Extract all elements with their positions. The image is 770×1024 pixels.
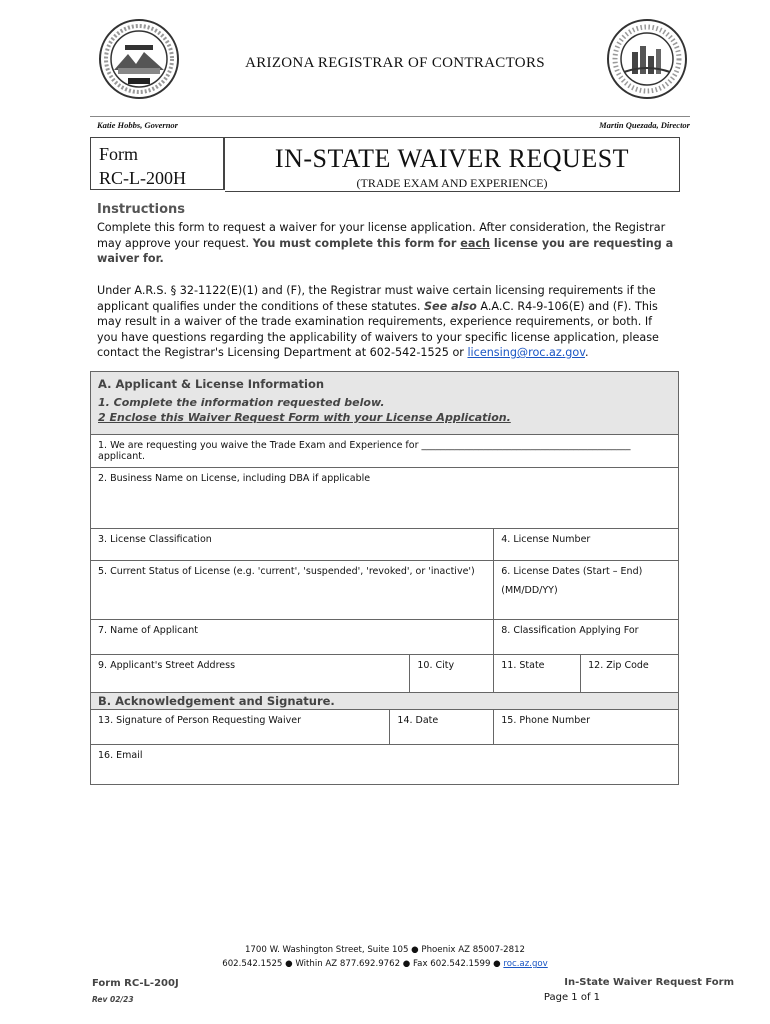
- form-id-number: RC-L-200H: [99, 168, 186, 188]
- footer-form-code: Form RC-L-200J: [92, 978, 179, 989]
- field-6-license-dates[interactable]: [494, 561, 679, 620]
- field-1-blank[interactable]: ____________________________________________: [421, 440, 631, 451]
- field-7-name-of-applicant[interactable]: [91, 620, 494, 655]
- field-16-email[interactable]: [91, 745, 679, 785]
- field-14-date[interactable]: [390, 710, 494, 745]
- p2-see-also: See also: [423, 299, 477, 313]
- section-a-header: [91, 372, 679, 435]
- field-1-label-a: 1. We are requesting you waive the Trade Exam and Experience for: [98, 440, 422, 451]
- footer-phones-text: 602.542.1525 ● Within AZ 877.692.9762 ● Fax 602.542.1599 ●: [222, 959, 504, 969]
- director-name: Martin Quezada, Director: [599, 120, 690, 130]
- field-2-business-name[interactable]: [91, 468, 679, 529]
- p2-text-b: A.A.C. R4-9-106(E) and (F). This may result in a waiver of the trade examination requirements, experience requirements, or both. If you have questions regarding the applicability of waivers to your specific license application, please contact the Registrar's Licensing Department at 602-542-1525 or: [97, 299, 659, 359]
- field-14-label: 14. Date: [397, 715, 439, 726]
- field-4-license-number[interactable]: [494, 529, 679, 561]
- footer-phones: [160, 957, 610, 971]
- field-12-zip-code[interactable]: [581, 655, 679, 693]
- form-subtitle: (TRADE EXAM AND EXPERIENCE): [356, 176, 548, 190]
- footer-address: 1700 W. Washington Street, Suite 105 ● Phoenix AZ 85007-2812: [244, 945, 526, 955]
- p1-bold-each: each: [460, 236, 491, 250]
- footer-page-number: Page 1 of 1: [543, 992, 600, 1003]
- org-title: ARIZONA REGISTRAR OF CONTRACTORS: [245, 55, 545, 71]
- governor-name: Katie Hobbs, Governor: [97, 120, 178, 130]
- field-13-signature[interactable]: [91, 710, 390, 745]
- field-8-classification-applying-for[interactable]: [494, 620, 679, 655]
- p2-text-a: Under A.R.S. § 32-1122(E)(1) and (F), the Registrar must waive certain licensing requirements if the applicant qualifies under the conditions of these statutes.: [97, 284, 656, 313]
- section-b-header: [91, 693, 679, 710]
- field-10-city[interactable]: [410, 655, 494, 693]
- field-9-street-address[interactable]: [91, 655, 410, 693]
- field-15-label: 15. Phone Number: [501, 715, 590, 726]
- field-1-trade-exam-waiver[interactable]: [91, 435, 679, 468]
- field-3-license-classification[interactable]: [91, 529, 494, 561]
- p1-text: Complete this form to request a waiver for your license application. After consideration, the Registrar may approve your request.: [97, 221, 666, 250]
- field-12-label: 12. Zip Code: [588, 660, 649, 671]
- form-title: IN-STATE WAIVER REQUEST: [274, 144, 630, 173]
- instructions-paragraph-1: [97, 220, 675, 267]
- licensing-email-link[interactable]: licensing@roc.az.gov: [467, 346, 585, 359]
- field-16-label: 16. Email: [98, 750, 143, 761]
- field-2-label: 2. Business Name on License, including DBA if applicable: [98, 473, 371, 484]
- field-11-label: 11. State: [501, 660, 545, 671]
- field-5-current-status[interactable]: [91, 561, 494, 620]
- field-13-label: 13. Signature of Person Requesting Waiver: [98, 715, 302, 726]
- footer-address-block: [160, 943, 610, 971]
- section-a-heading: A. Applicant & License Information: [98, 377, 325, 391]
- field-10-label: 10. City: [417, 660, 455, 671]
- header-divider: [90, 116, 690, 117]
- p2-end: .: [585, 346, 589, 359]
- field-8-label: 8. Classification Applying For: [501, 625, 639, 636]
- field-15-phone-number[interactable]: [494, 710, 679, 745]
- field-1-label-b: applicant.: [98, 451, 145, 462]
- p1-bold-a: You must complete this form for: [252, 236, 461, 250]
- section-b-heading: B. Acknowledgement and Signature.: [98, 694, 335, 708]
- arizona-registrar-of-contractors-seal: [606, 18, 688, 100]
- field-11-state[interactable]: [494, 655, 581, 693]
- field-3-label: 3. License Classification: [98, 534, 212, 545]
- instructions-paragraph-2: [97, 283, 675, 361]
- footer-revision: Rev 02/23: [92, 995, 134, 1004]
- waiver-form-table: [90, 371, 679, 785]
- p1-bold-b: license you are requesting a waiver for.: [97, 236, 674, 265]
- form-id-label: Form: [99, 144, 139, 164]
- footer-form-name: In-State Waiver Request Form: [564, 977, 734, 988]
- field-5-label: 5. Current Status of License (e.g. 'current', 'suspended', 'revoked', or 'inactive'): [98, 566, 475, 577]
- form-id-box: [90, 137, 225, 190]
- field-4-label: 4. License Number: [501, 534, 591, 545]
- title-box: [225, 137, 680, 192]
- section-a-item-1: 1. Complete the information requested below.: [98, 396, 385, 409]
- website-link[interactable]: roc.az.gov: [503, 959, 548, 969]
- field-6-format: (MM/DD/YY): [501, 585, 558, 596]
- section-a-item-2: 2 Enclose this Waiver Request Form with your License Application.: [98, 411, 511, 424]
- field-9-label: 9. Applicant's Street Address: [98, 660, 236, 671]
- field-7-label: 7. Name of Applicant: [98, 625, 198, 636]
- field-6-label: 6. License Dates (Start – End): [501, 566, 643, 577]
- instructions-heading: Instructions: [97, 202, 186, 217]
